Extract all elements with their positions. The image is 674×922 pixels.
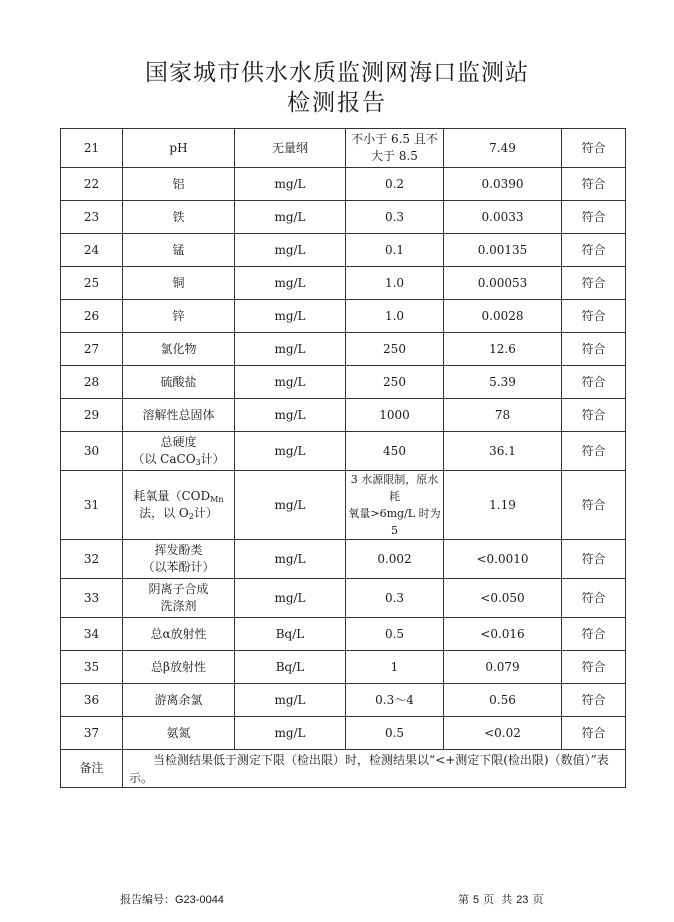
row-result: 36.1 <box>444 432 562 471</box>
results-table <box>60 128 626 788</box>
row-limit: 1.0 <box>346 267 444 300</box>
row-item: 硫酸盐 <box>123 366 235 399</box>
row-item: 铁 <box>123 201 235 234</box>
report-title <box>0 58 674 118</box>
row-unit: mg/L <box>235 168 346 201</box>
row-number: 36 <box>61 684 123 717</box>
row-item: 氯化物 <box>123 333 235 366</box>
table-row <box>61 333 626 366</box>
row-item <box>123 579 235 618</box>
row-limit: 0.5 <box>346 717 444 750</box>
row-item: 锌 <box>123 300 235 333</box>
row-result: 12.6 <box>444 333 562 366</box>
row-limit: 不小于 6.5 且不大于 8.5 <box>346 129 444 168</box>
table-row <box>61 717 626 750</box>
row-limit: 0.3 <box>346 201 444 234</box>
row-verdict: 符合 <box>562 129 626 168</box>
row-verdict: 符合 <box>562 366 626 399</box>
page-label: 第 <box>458 894 469 906</box>
limit-line: 3 水源限制，原水耗 <box>350 473 439 503</box>
row-number: 31 <box>61 471 123 540</box>
row-result: 0.0033 <box>444 201 562 234</box>
report-number: 报告编号：G23-0044 <box>120 894 224 906</box>
row-number: 25 <box>61 267 123 300</box>
item-line: 总硬度 <box>160 435 197 449</box>
table-row <box>61 579 626 618</box>
table-row <box>61 540 626 579</box>
row-verdict: 符合 <box>562 201 626 234</box>
item-text: 法，以 O <box>139 506 189 520</box>
row-number: 23 <box>61 201 123 234</box>
row-verdict: 符合 <box>562 540 626 579</box>
row-limit <box>346 471 444 540</box>
total-pages: 23 <box>516 894 529 906</box>
row-limit: 0.3～4 <box>346 684 444 717</box>
row-number: 37 <box>61 717 123 750</box>
row-number: 34 <box>61 618 123 651</box>
row-verdict: 符合 <box>562 432 626 471</box>
row-result: <0.0010 <box>444 540 562 579</box>
row-result: 78 <box>444 399 562 432</box>
remarks-row <box>61 750 626 788</box>
item-subscript: 2 <box>188 512 194 521</box>
row-limit: 250 <box>346 366 444 399</box>
row-item: 游离余氯 <box>123 684 235 717</box>
row-verdict: 符合 <box>562 300 626 333</box>
row-result: 0.56 <box>444 684 562 717</box>
row-result: 0.079 <box>444 651 562 684</box>
row-result: 0.00135 <box>444 234 562 267</box>
row-limit: 0.5 <box>346 618 444 651</box>
row-unit: mg/L <box>235 684 346 717</box>
table-row <box>61 201 626 234</box>
row-limit: 1 <box>346 651 444 684</box>
table-row <box>61 651 626 684</box>
item-line: （以苯酚计） <box>142 560 215 574</box>
row-verdict: 符合 <box>562 618 626 651</box>
table-row <box>61 432 626 471</box>
row-unit: 无量纲 <box>235 129 346 168</box>
item-text: 计） <box>200 452 225 466</box>
item-line: 洗涤剂 <box>160 599 197 613</box>
row-unit: Bq/L <box>235 651 346 684</box>
item-line: 阴离子合成 <box>148 582 209 596</box>
row-number: 30 <box>61 432 123 471</box>
row-result: 0.0028 <box>444 300 562 333</box>
item-text: （以 CaCO <box>132 452 196 466</box>
row-result: 0.0390 <box>444 168 562 201</box>
table-row <box>61 471 626 540</box>
row-unit: mg/L <box>235 333 346 366</box>
row-verdict: 符合 <box>562 168 626 201</box>
row-number: 29 <box>61 399 123 432</box>
row-unit: mg/L <box>235 399 346 432</box>
row-unit: Bq/L <box>235 618 346 651</box>
row-limit: 450 <box>346 432 444 471</box>
row-item: 氨氮 <box>123 717 235 750</box>
row-result: 0.00053 <box>444 267 562 300</box>
row-result: 1.19 <box>444 471 562 540</box>
page-unit: 页 <box>483 894 495 906</box>
row-verdict: 符合 <box>562 471 626 540</box>
row-unit: mg/L <box>235 234 346 267</box>
row-number: 22 <box>61 168 123 201</box>
table-row <box>61 300 626 333</box>
row-limit: 250 <box>346 333 444 366</box>
row-unit: mg/L <box>235 201 346 234</box>
table-row <box>61 129 626 168</box>
row-limit: 0.2 <box>346 168 444 201</box>
row-verdict: 符合 <box>562 333 626 366</box>
row-number: 26 <box>61 300 123 333</box>
row-verdict: 符合 <box>562 651 626 684</box>
row-number: 35 <box>61 651 123 684</box>
row-unit: mg/L <box>235 540 346 579</box>
row-unit: mg/L <box>235 366 346 399</box>
row-verdict: 符合 <box>562 399 626 432</box>
row-verdict: 符合 <box>562 684 626 717</box>
row-verdict: 符合 <box>562 234 626 267</box>
row-result: 7.49 <box>444 129 562 168</box>
table-row <box>61 399 626 432</box>
item-line <box>125 488 232 505</box>
station-title: 国家城市供水水质监测网海口监测站 <box>145 60 529 86</box>
total-label: 共 <box>501 894 513 906</box>
row-unit: mg/L <box>235 432 346 471</box>
report-heading: 检测报告 <box>287 90 387 116</box>
row-item: 总α放射性 <box>123 618 235 651</box>
row-item: 总β放射性 <box>123 651 235 684</box>
row-limit: 0.3 <box>346 579 444 618</box>
item-text: 计） <box>193 506 218 520</box>
table-row <box>61 366 626 399</box>
row-unit: mg/L <box>235 717 346 750</box>
row-limit: 1.0 <box>346 300 444 333</box>
item-subscript: 3 <box>195 458 201 467</box>
limit-line: 氧量>6mg/L 时为 5 <box>348 507 441 537</box>
row-unit: mg/L <box>235 471 346 540</box>
remarks-text <box>123 750 626 788</box>
row-verdict: 符合 <box>562 579 626 618</box>
row-number: 21 <box>61 129 123 168</box>
table-row <box>61 168 626 201</box>
row-result: <0.050 <box>444 579 562 618</box>
remarks-label: 备注 <box>61 750 123 788</box>
row-number: 28 <box>61 366 123 399</box>
row-verdict: 符合 <box>562 267 626 300</box>
item-line: 挥发酚类 <box>154 543 203 557</box>
table-row <box>61 267 626 300</box>
row-result: 5.39 <box>444 366 562 399</box>
table-row <box>61 684 626 717</box>
row-number: 24 <box>61 234 123 267</box>
table-row <box>61 234 626 267</box>
row-limit: 0.002 <box>346 540 444 579</box>
row-item: 溶解性总固体 <box>123 399 235 432</box>
row-item: 锰 <box>123 234 235 267</box>
row-unit: mg/L <box>235 300 346 333</box>
item-subscript: Mn <box>210 495 224 504</box>
row-item: 铜 <box>123 267 235 300</box>
row-item: 铝 <box>123 168 235 201</box>
row-item <box>123 540 235 579</box>
item-line <box>125 451 232 468</box>
item-line <box>125 505 232 522</box>
total-unit: 页 <box>532 894 544 906</box>
row-unit: mg/L <box>235 579 346 618</box>
row-number: 27 <box>61 333 123 366</box>
row-result: <0.016 <box>444 618 562 651</box>
page-number: 5 <box>473 894 480 906</box>
row-limit: 1000 <box>346 399 444 432</box>
row-item <box>123 432 235 471</box>
row-verdict: 符合 <box>562 717 626 750</box>
row-item <box>123 471 235 540</box>
row-limit: 0.1 <box>346 234 444 267</box>
table-row <box>61 618 626 651</box>
row-result: <0.02 <box>444 717 562 750</box>
row-number: 32 <box>61 540 123 579</box>
remarks-content: 当检测结果低于测定下限（检出限）时，检测结果以“<+测定下限(检出限)（数值）”表示。 <box>129 752 609 785</box>
row-number: 33 <box>61 579 123 618</box>
page-indicator <box>458 891 547 907</box>
item-text: 耗氧量（COD <box>133 489 211 503</box>
row-unit: mg/L <box>235 267 346 300</box>
row-item: pH <box>123 129 235 168</box>
